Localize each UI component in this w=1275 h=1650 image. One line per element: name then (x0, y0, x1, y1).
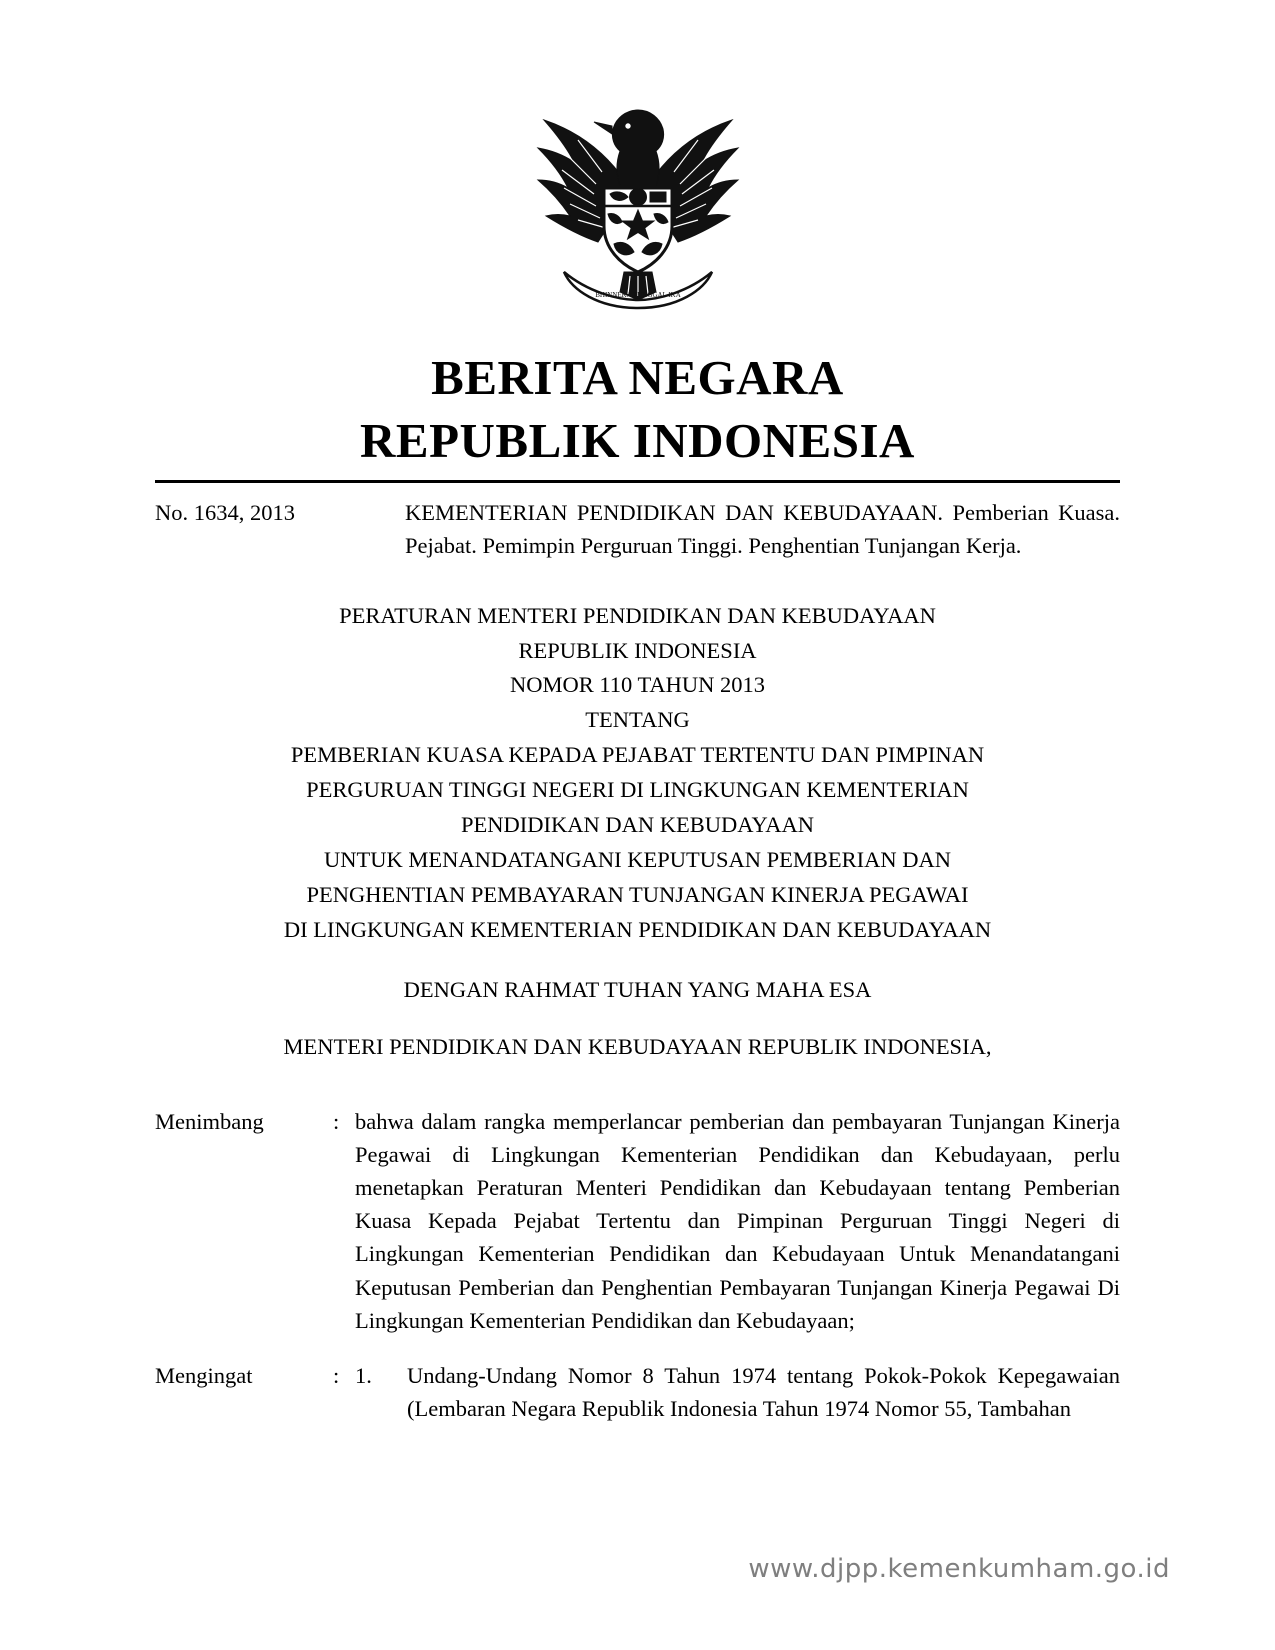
title-line-7: PENDIDIKAN DAN KEBUDAYAAN (461, 811, 814, 837)
header-divider (155, 480, 1120, 483)
title-line-9: PENGHENTIAN PEMBAYARAN TUNJANGAN KINERJA PEGAWAI (306, 881, 969, 907)
title-line-5: PEMBERIAN KUASA KEPADA PEJABAT TERTENTU DAN PIMPINAN (290, 742, 985, 768)
clause-mengingat-label: Mengingat (155, 1362, 253, 1388)
regulation-title-block (130, 599, 1145, 1066)
clause-menimbang-label: Menimbang (155, 1109, 264, 1135)
clause-menimbang (155, 1105, 1120, 1336)
clause-menimbang-colon: : (333, 1109, 340, 1135)
masthead-line-1: BERITA NEGARA (431, 350, 844, 405)
title-line-8: UNTUK MENANDATANGANI KEPUTUSAN PEMBERIAN DAN (324, 846, 951, 872)
title-line-4: TENTANG (585, 707, 690, 733)
footer-watermark: www.djpp.kemenkumham.go.id (748, 1554, 1170, 1584)
title-line-1: PERATURAN MENTERI PENDIDIKAN DAN KEBUDAYAAN (339, 602, 936, 628)
document-reference-line (155, 497, 1120, 562)
clause-mengingat-colon: : (333, 1362, 340, 1388)
document-body (155, 1105, 1120, 1425)
masthead-line-2: REPUBLIK INDONESIA (360, 412, 915, 468)
title-line-6: PERGURUAN TINGGI NEGERI DI LINGKUNGAN KEMENTERIAN (306, 777, 969, 803)
clause-mengingat-item (355, 1359, 1120, 1425)
clause-mengingat (155, 1359, 1120, 1425)
title-line-12: MENTERI PENDIDIKAN DAN KEBUDAYAAN REPUBLIK INDONESIA, (283, 1034, 992, 1060)
garuda-pancasila-emblem (0, 0, 1275, 311)
page-title (0, 347, 1275, 472)
clause-mengingat-item-number: 1. (355, 1362, 372, 1388)
gazette-subject: KEMENTERIAN PENDIDIKAN DAN KEBUDAYAAN. Pemberian Kuasa. Pejabat. Pemimpin Perguruan Tinggi. Penghentian Tunjangan Kerja. (405, 500, 1120, 559)
gazette-number: No. 1634, 2013 (155, 500, 295, 526)
title-line-3: NOMOR 110 TAHUN 2013 (509, 672, 766, 698)
title-line-11: DENGAN RAHMAT TUHAN YANG MAHA ESA (403, 977, 872, 1003)
clause-menimbang-text: bahwa dalam rangka memperlancar pemberian dan pembayaran Tunjangan Kinerja Pegawai di Lingkungan Kementerian Pendidikan dan Kebudayaan, perlu menetapkan Peraturan Menteri Pendidikan dan Kebudayaan tentang Pemberian Kuasa Kepada Pejabat Tertentu dan Pimpinan Perguruan Tinggi Negeri di Lingkungan Kementerian Pendidikan dan Kebudayaan Untuk Menandatangani Keputusan Pemberian dan Penghentian Pembayaran Tunjangan Kinerja Pegawai Di Lingkungan Kementerian Pendidikan dan Kebudayaan; (355, 1109, 1120, 1333)
svg-text:BHINNEKA TUNGGAL IKA: BHINNEKA TUNGGAL IKA (594, 291, 681, 299)
title-line-2: REPUBLIK INDONESIA (518, 637, 757, 663)
clause-mengingat-item-text: Undang-Undang Nomor 8 Tahun 1974 tentang Pokok-Pokok Kepegawaian (Lembaran Negara Republik Indonesia Tahun 1974 Nomor 55, Tambahan (407, 1362, 1120, 1421)
title-line-10: DI LINGKUNGAN KEMENTERIAN PENDIDIKAN DAN KEBUDAYAAN (283, 916, 992, 942)
